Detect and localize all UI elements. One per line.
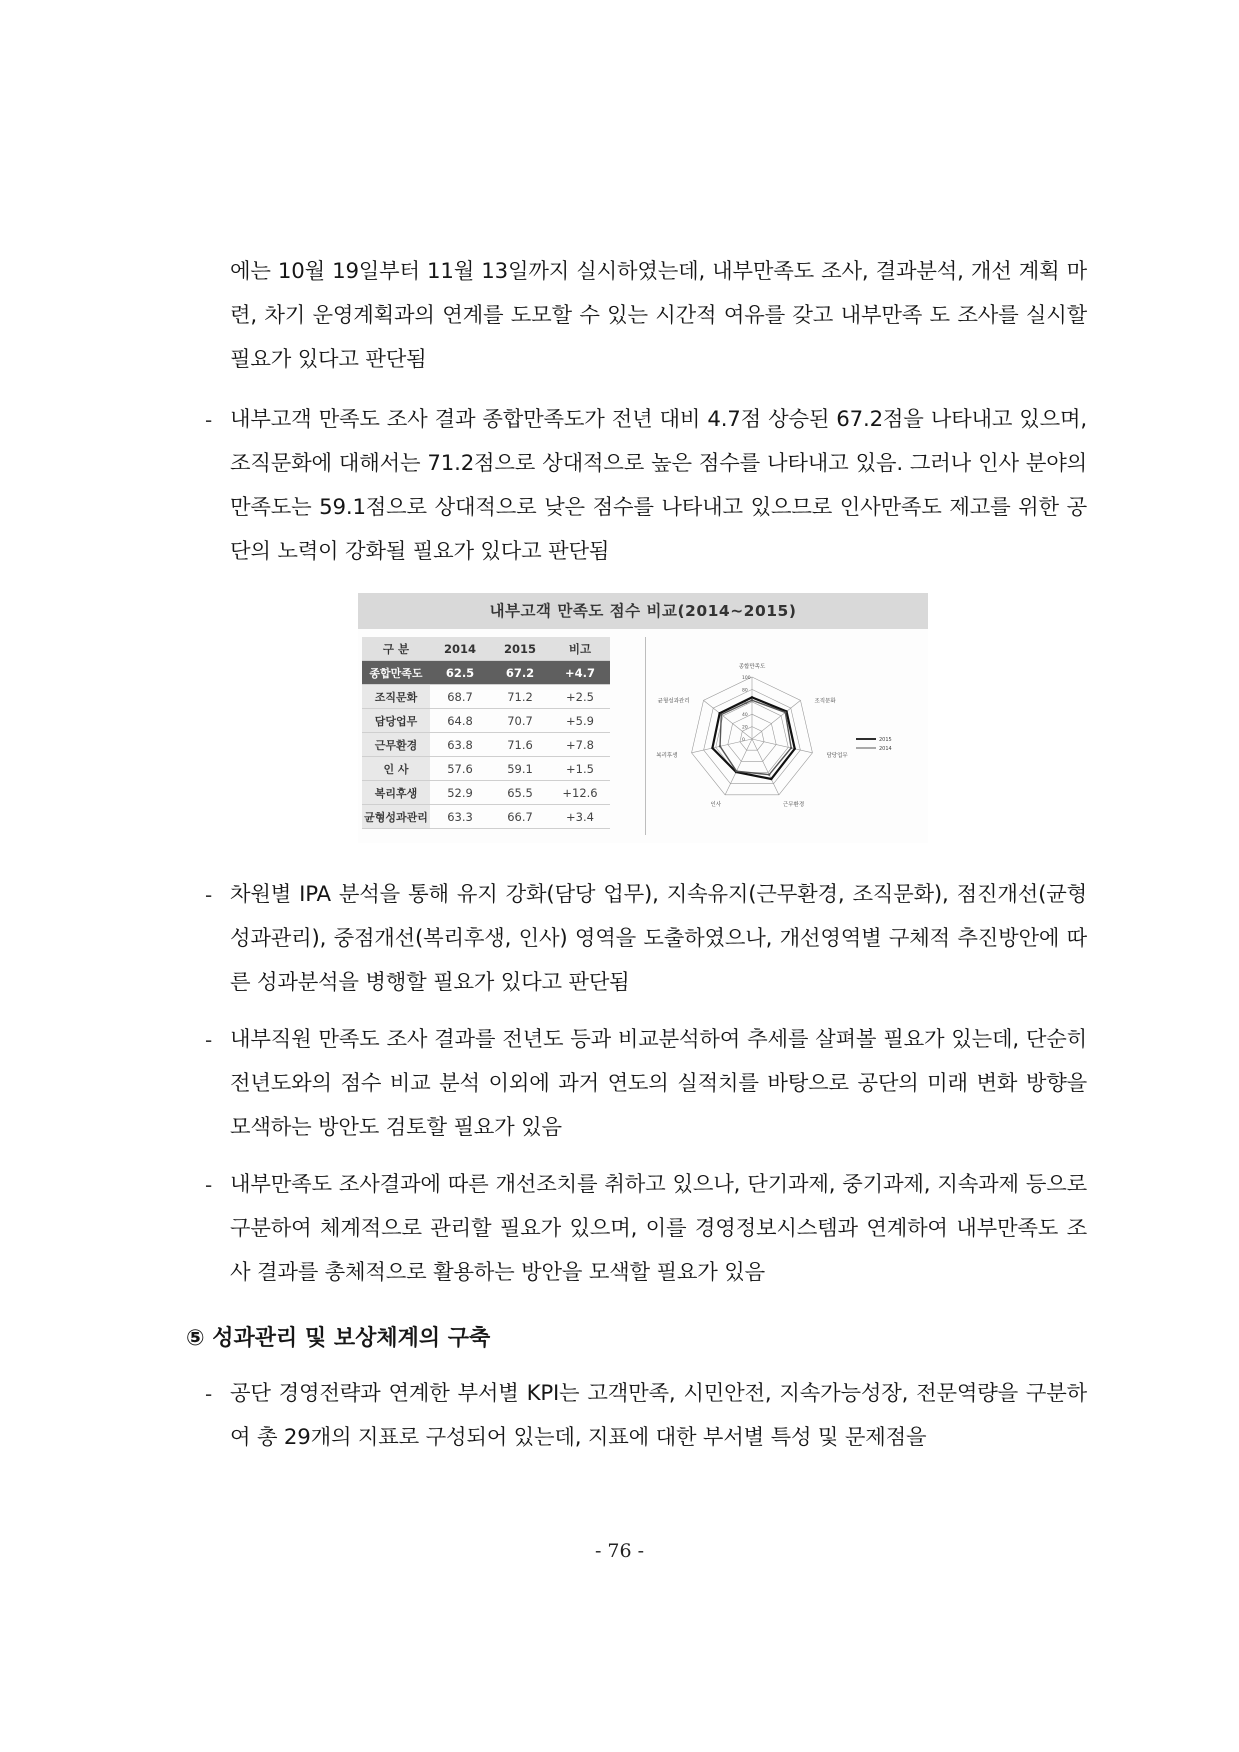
cell-2014: 62.5 [430,661,490,685]
radar-axis-label: 담당업무 [826,752,848,759]
radar-scale-tick: 20 [742,725,748,731]
table-row [362,733,610,757]
radar-point [751,699,753,701]
satisfaction-figure [358,593,928,843]
radar-point [751,696,753,698]
radar-scale-tick: 60 [742,700,748,706]
radar-scale-tick: 0 [742,738,745,743]
cell-diff: +1.5 [550,757,610,781]
radar-scale-tick: 100 [742,676,751,681]
cell-diff: +2.5 [550,685,610,709]
cell-2014: 64.8 [430,709,490,733]
cell-2015: 71.6 [490,733,550,757]
radar-axis-label: 종합만족도 [738,664,766,670]
row-label: 균형성과관리 [362,805,430,829]
radar-point [768,773,770,775]
radar-point [770,778,772,780]
cell-diff: +3.4 [550,805,610,829]
table-row [362,757,610,781]
radar-legend-label: 2014 [879,746,892,752]
header-2014: 2014 [430,637,490,661]
paragraph-satisfaction-result: 내부고객 만족도 조사 결과 종합만족도가 전년 대비 4.7점 상승된 67.2점을 나타내고 있으며, 조직문화에 대해서는 71.2점으로 상대적으로 높은 점수를 나타내고 있음. 그러나 인사 분야의 만족도는 59.1점으로 상대적으로 낮은 점수를 나타내고 있으므로 인사만족도 제고를 위한 공단의 노력이 강화될 필요가 있다고 판단됨 [230,407,1087,564]
radar-scale-tick: 40 [742,713,748,719]
table-row [362,805,610,829]
radar-axis-label: 근무환경 [782,801,805,808]
cell-2015: 59.1 [490,757,550,781]
radar-point [794,748,796,750]
radar-axis-label: 균형성과관리 [657,698,690,705]
bullet-mark: - [205,408,213,432]
radar-series-2015 [712,697,794,779]
paragraph-trend-analysis: 내부직원 만족도 조사 결과를 전년도 등과 비교분석하여 추세를 살펴볼 필요가 있는데, 단순히 전년도와의 점수 비교 분석 이외에 과거 연도의 실적치를 바탕으로 공단의 미래 변화 방향을 모색하는 방안도 검토할 필요가 있음 [230,1027,1087,1140]
table-header-row [362,637,610,661]
header-2015: 2015 [490,637,550,661]
row-label: 인 사 [362,757,430,781]
row-label: 종합만족도 [362,661,430,685]
table-row [362,685,610,709]
row-label: 복리후생 [362,781,430,805]
radar-axis-label: 복리후생 [656,752,678,759]
radar-point [720,713,722,715]
cell-2014: 63.8 [430,733,490,757]
bullet-mark: - [205,1382,213,1406]
paragraph-ipa-analysis: 차원별 IPA 분석을 통해 유지 강화(담당 업무), 지속유지(근무환경, 조직문화), 점진개선(균형성과관리), 중점개선(복리후생, 인사) 영역을 도출하였으나, 개선영역별 구체적 추진방안에 따른 성과분석을 병행할 필요가 있다고 판단됨 [230,882,1087,995]
cell-2015: 70.7 [490,709,550,733]
radar-axis-label: 조직문화 [814,698,836,705]
table-row [362,781,610,805]
bullet-mark: - [205,1173,213,1197]
table-row [362,709,610,733]
radar-scale-tick: 80 [742,688,748,694]
radar-chart [650,637,924,837]
paragraph-continuation: 에는 10월 19일부터 11월 13일까지 실시하였는데, 내부만족도 조사, 결과분석, 개선 계획 마련, 차기 운영계획과의 연계를 도모할 수 있는 시간적 여유를 갖고 내부만족 도 조사를 실시할 필요가 있다고 판단됨 [230,259,1087,372]
cell-2015: 67.2 [490,661,550,685]
radar-point [711,747,713,749]
bullet-mark: - [205,883,213,907]
figure-title: 내부고객 만족도 점수 비교(2014~2015) [358,593,928,629]
cell-2015: 65.5 [490,781,550,805]
figure-divider [645,637,646,835]
bullet-mark: - [205,1028,213,1052]
section-heading: ⑤ 성과관리 및 보상체계의 구축 [186,1326,491,1351]
cell-2014: 63.3 [430,805,490,829]
paragraph-kpi: 공단 경영전략과 연계한 부서별 KPI는 고객만족, 시민안전, 지속가능성장, 전문역량을 구분하여 총 29개의 지표로 구성되어 있는데, 지표에 대한 부서별 특성 및 문제점을 [230,1381,1087,1450]
cell-2014: 52.9 [430,781,490,805]
radar-point [719,745,721,747]
radar-axis-label: 인사 [710,801,722,808]
table-row [362,661,610,685]
radar-legend-label: 2015 [879,737,892,743]
header-diff: 비고 [550,637,610,661]
cell-diff: +12.6 [550,781,610,805]
row-label: 근무환경 [362,733,430,757]
cell-diff: +5.9 [550,709,610,733]
cell-2015: 66.7 [490,805,550,829]
row-label: 조직문화 [362,685,430,709]
cell-2015: 71.2 [490,685,550,709]
radar-point [784,711,786,713]
cell-diff: +7.8 [550,733,610,757]
radar-point [790,747,792,749]
cell-2014: 57.6 [430,757,490,781]
radar-series-2014 [720,700,791,774]
header-category: 구 분 [362,637,430,661]
page-number: - 76 - [594,1540,645,1562]
paragraph-improvement-actions: 내부만족도 조사결과에 따른 개선조치를 취하고 있으나, 단기과제, 중기과제, 지속과제 등으로 구분하여 체계적으로 관리할 필요가 있으며, 이를 경영정보시스템과 연계하여 내부만족도 조사 결과를 총체적으로 활용하는 방안을 모색할 필요가 있음 [230,1172,1087,1285]
radar-spoke [725,739,752,795]
cell-2014: 68.7 [430,685,490,709]
cell-diff: +4.7 [550,661,610,685]
satisfaction-table [362,637,610,829]
radar-point [735,770,737,772]
row-label: 담당업무 [362,709,430,733]
